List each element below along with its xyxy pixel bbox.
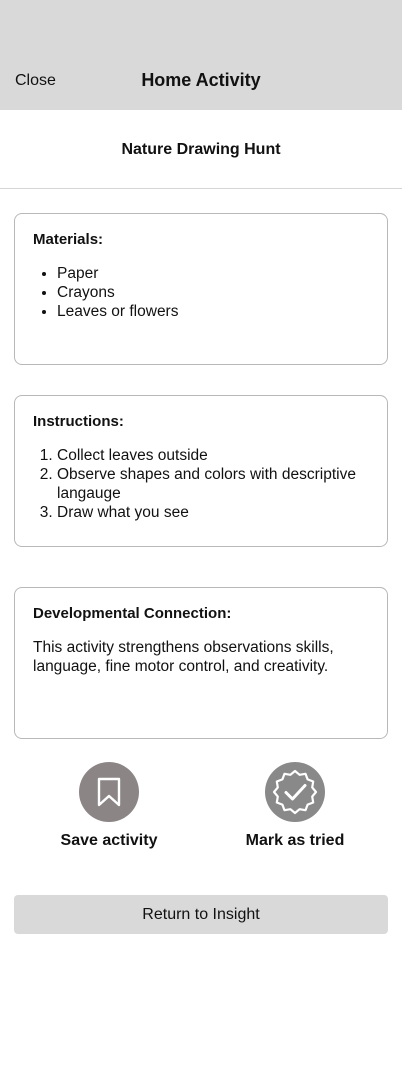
mark-as-tried-label[interactable]: Mark as tried	[245, 832, 345, 849]
activity-name: Nature Drawing Hunt	[121, 141, 281, 158]
return-to-insight-button[interactable]: Return to Insight	[14, 895, 388, 934]
developmental-card	[14, 587, 388, 739]
save-icon-circle[interactable]	[79, 762, 139, 822]
developmental-title: Developmental Connection:	[33, 605, 232, 622]
list-item: • Crayons	[57, 283, 369, 302]
mark-as-tried-button[interactable]	[215, 762, 375, 850]
instructions-title: Instructions:	[33, 413, 124, 430]
list-item: 1. Collect leaves outside	[57, 446, 369, 465]
list-item: • Paper	[57, 264, 369, 283]
developmental-text: This activity strengthens observations skills, language, fine motor control, and creativity.	[33, 639, 334, 675]
save-activity-label[interactable]: Save activity	[60, 832, 158, 849]
materials-card	[14, 213, 388, 365]
page-title: Home Activity	[141, 70, 261, 90]
save-activity-button[interactable]	[29, 762, 189, 850]
materials-title: Materials:	[33, 231, 104, 248]
list-item: • Leaves or flowers	[57, 302, 369, 321]
instructions-list	[33, 446, 369, 522]
materials-list	[33, 264, 369, 321]
tried-icon-circle[interactable]	[265, 762, 325, 822]
check-badge-icon	[270, 767, 320, 817]
list-item: 2. Observe shapes and colors with descriptive langauge	[57, 465, 369, 503]
instructions-card	[14, 395, 388, 547]
bookmark-icon	[96, 777, 122, 807]
close-button[interactable]: Close	[15, 72, 56, 89]
list-item: 3. Draw what you see	[57, 503, 369, 522]
activity-name-bar	[0, 110, 402, 189]
top-header	[0, 0, 402, 110]
